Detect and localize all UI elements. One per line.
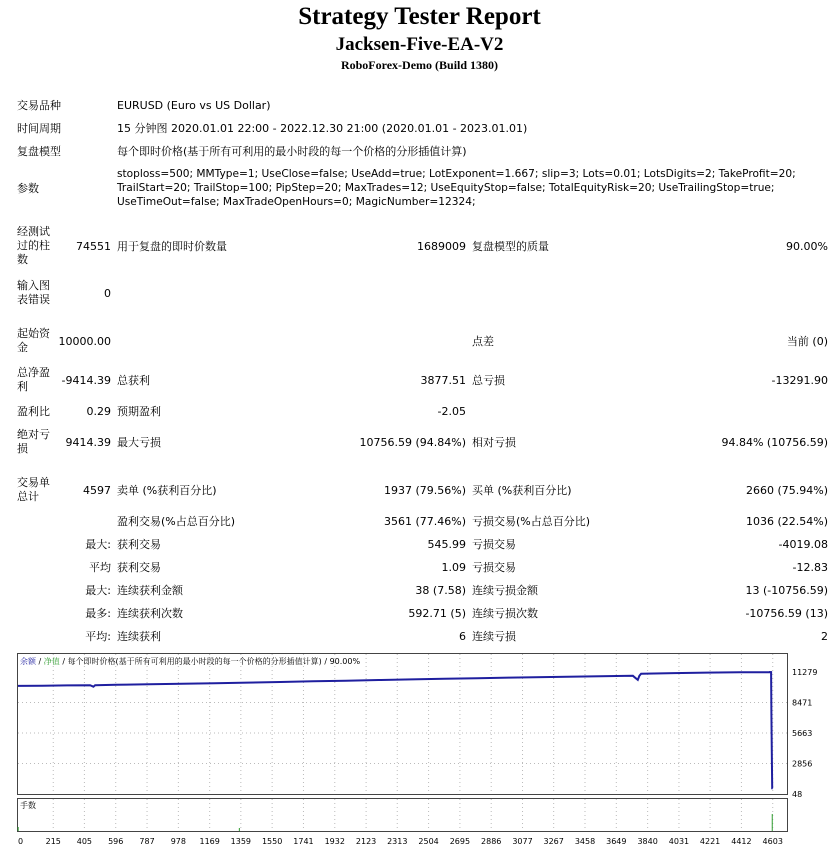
server-build: RoboForex-Demo (Build 1380) <box>340 58 499 72</box>
symbol-label: 交易品种 <box>17 99 61 112</box>
bars-label: 经测试过的柱数 <box>17 225 50 266</box>
main-plot-frame <box>18 654 788 795</box>
average-consecutive-losses-value: 2 <box>821 630 828 643</box>
y-tick-label: 11279 <box>792 668 818 677</box>
average-prefix: 平均 <box>89 561 111 574</box>
average-loss-label: 亏损交易 <box>472 561 516 574</box>
gross-profit-label: 总获利 <box>117 374 150 387</box>
model-value: 每个即时价格(基于所有可利用的最小时段的每一个价格的分形插值计算) <box>117 145 467 158</box>
average-consecutive-wins-label: 连续获利 <box>117 630 161 643</box>
total-trades-label: 交易单总计 <box>17 476 50 503</box>
bars-value: 74551 <box>76 240 111 253</box>
max-consecutive-profit-value: 592.71 (5) <box>408 607 466 620</box>
errors-value: 0 <box>104 287 111 300</box>
x-tick-label: 4412 <box>731 837 752 846</box>
average-consecutive-wins-value: 6 <box>459 630 466 643</box>
balance-chart <box>17 653 835 848</box>
model-quality-value: 90.00% <box>786 240 828 253</box>
y-axis-ticks <box>792 668 817 799</box>
period-value: 15 分钟图 2020.01.01 22:00 - 2022.12.30 21:00 (2020.01.01 - 2023.01.01) <box>117 122 528 135</box>
x-tick-label: 787 <box>139 837 155 846</box>
x-tick-label: 1550 <box>261 837 283 846</box>
legend-equity: 净值 <box>43 657 60 666</box>
x-tick-label: 2504 <box>418 837 439 846</box>
max-consecutive-loss-label: 连续亏损次数 <box>472 607 538 620</box>
max-consecutive-losses-label: 连续亏损金额 <box>472 584 538 597</box>
period-label: 时间周期 <box>17 122 61 135</box>
model-label: 复盘模型 <box>17 145 61 158</box>
params-value: stoploss=500; MMType=1; UseClose=false; UseAdd=true; LotExponent=1.667; slip=3; Lots=0.01; LotsDigits=2; TakeProfit=20; TrailStart=20; TrailStop=100; PipStep=20; MaxTrades=12; UseEquityStop=false; TotalEquityRisk=20; UseTrailingStop=true; UseTimeOut=false; MaxTradeOpenHours=0; MagicNumber=12324; <box>117 168 796 208</box>
x-axis-ticks <box>18 837 783 846</box>
x-tick-label: 3649 <box>606 837 627 846</box>
symbol-value: EURUSD (Euro vs US Dollar) <box>117 99 271 112</box>
max-consecutive-amount-prefix: 最多: <box>85 607 111 620</box>
model-quality-label: 复盘模型的质量 <box>472 240 549 253</box>
absolute-drawdown-label: 绝对亏损 <box>17 428 50 455</box>
ea-name: Jacksen-Five-EA-V2 <box>335 34 504 55</box>
x-tick-label: 3458 <box>574 837 596 846</box>
max-consecutive-prefix: 最大: <box>85 584 111 597</box>
params-label: 参数 <box>17 182 39 195</box>
x-tick-label: 596 <box>108 837 124 846</box>
volume-plot-frame <box>18 799 788 832</box>
average-consecutive-losses-label: 连续亏损 <box>472 630 516 643</box>
max-consecutive-wins-label: 连续获利金额 <box>117 584 183 597</box>
spread-label: 点差 <box>472 335 494 348</box>
x-tick-label: 3267 <box>543 837 564 846</box>
average-profit-label: 获利交易 <box>117 561 161 574</box>
x-tick-label: 3840 <box>637 837 658 846</box>
ticks-label: 用于复盘的即时价数量 <box>117 240 227 253</box>
max-consecutive-loss-value: -10756.59 (13) <box>745 607 828 620</box>
deposit-value: 10000.00 <box>58 335 111 348</box>
loss-trades-label: 亏损交易(%占总百分比) <box>472 515 591 528</box>
short-positions-label: 卖单 (%获利百分比) <box>117 484 217 497</box>
relative-drawdown-label: 相对亏损 <box>472 436 516 449</box>
x-tick-label: 215 <box>45 837 61 846</box>
profit-trades-value: 3561 (77.46%) <box>383 515 466 528</box>
total-trades-value: 4597 <box>83 484 111 497</box>
x-tick-label: 1741 <box>293 837 314 846</box>
largest-profit-value: 545.99 <box>427 538 466 551</box>
deposit-label: 起始资金 <box>17 327 50 354</box>
largest-loss-value: -4019.08 <box>778 538 828 551</box>
largest-profit-label: 获利交易 <box>117 538 161 551</box>
x-tick-label: 2123 <box>355 837 377 846</box>
short-positions-value: 1937 (79.56%) <box>383 484 466 497</box>
x-tick-label: 4221 <box>699 837 721 846</box>
max-consecutive-wins-value: 38 (7.58) <box>415 584 466 597</box>
relative-drawdown-value: 94.84% (10756.59) <box>721 436 828 449</box>
ticks-value: 1689009 <box>417 240 466 253</box>
net-profit-label: 总净盈利 <box>17 366 50 393</box>
maximal-drawdown-value: 10756.59 (94.84%) <box>359 436 466 449</box>
largest-prefix: 最大: <box>85 538 111 551</box>
gross-loss-value: -13291.90 <box>771 374 828 387</box>
legend-rest: / 每个即时价格(基于所有可利用的最小时段的每一个价格的分形插值计算) / 90.00% <box>59 657 361 666</box>
y-tick-label: 2856 <box>792 759 813 769</box>
largest-loss-label: 亏损交易 <box>472 538 516 551</box>
x-tick-label: 978 <box>170 837 186 846</box>
net-profit-value: -9414.39 <box>61 374 111 387</box>
x-tick-label: 1932 <box>324 837 345 846</box>
average-consecutive-prefix: 平均: <box>85 630 111 643</box>
average-loss-value: -12.83 <box>792 561 828 574</box>
average-profit-value: 1.09 <box>441 561 466 574</box>
x-tick-label: 4031 <box>668 837 690 846</box>
x-tick-label: 3077 <box>512 837 533 846</box>
x-tick-label: 405 <box>76 837 93 846</box>
report-title: Strategy Tester Report <box>298 3 541 30</box>
loss-trades-value: 1036 (22.54%) <box>745 515 828 528</box>
profit-trades-label: 盈利交易(%占总百分比) <box>117 515 236 528</box>
legend-balance: 余额 <box>20 657 36 666</box>
errors-label: 输入图表错误 <box>17 279 50 306</box>
x-tick-label: 4603 <box>762 837 783 846</box>
expected-payoff-value: -2.05 <box>437 405 466 418</box>
absolute-drawdown-value: 9414.39 <box>65 436 111 449</box>
long-positions-value: 2660 (75.94%) <box>745 484 828 497</box>
gross-profit-value: 3877.51 <box>420 374 466 387</box>
x-tick-label: 2886 <box>481 837 502 846</box>
profit-factor-label: 盈利比 <box>17 405 50 418</box>
profit-factor-value: 0.29 <box>86 405 111 418</box>
gross-loss-label: 总亏损 <box>472 374 505 387</box>
x-tick-label: 1169 <box>199 837 220 846</box>
max-consecutive-losses-value: 13 (-10756.59) <box>745 584 828 597</box>
x-tick-label: 0 <box>18 837 24 846</box>
y-tick-label: 8471 <box>792 698 813 708</box>
y-tick-label: 48 <box>792 790 803 799</box>
x-tick-label: 2313 <box>387 837 408 846</box>
expected-payoff-label: 预期盈利 <box>117 405 161 418</box>
legend-separator: / <box>36 657 44 666</box>
y-tick-label: 5663 <box>792 729 813 739</box>
long-positions-label: 买单 (%获利百分比) <box>472 484 572 497</box>
volume-label: 手数 <box>20 801 36 810</box>
x-tick-label: 2695 <box>449 837 471 846</box>
chart-legend <box>20 656 360 666</box>
max-consecutive-profit-label: 连续获利次数 <box>117 607 183 620</box>
maximal-drawdown-label: 最大亏损 <box>117 436 161 449</box>
spread-value: 当前 (0) <box>786 335 828 348</box>
x-tick-label: 1359 <box>230 837 252 846</box>
